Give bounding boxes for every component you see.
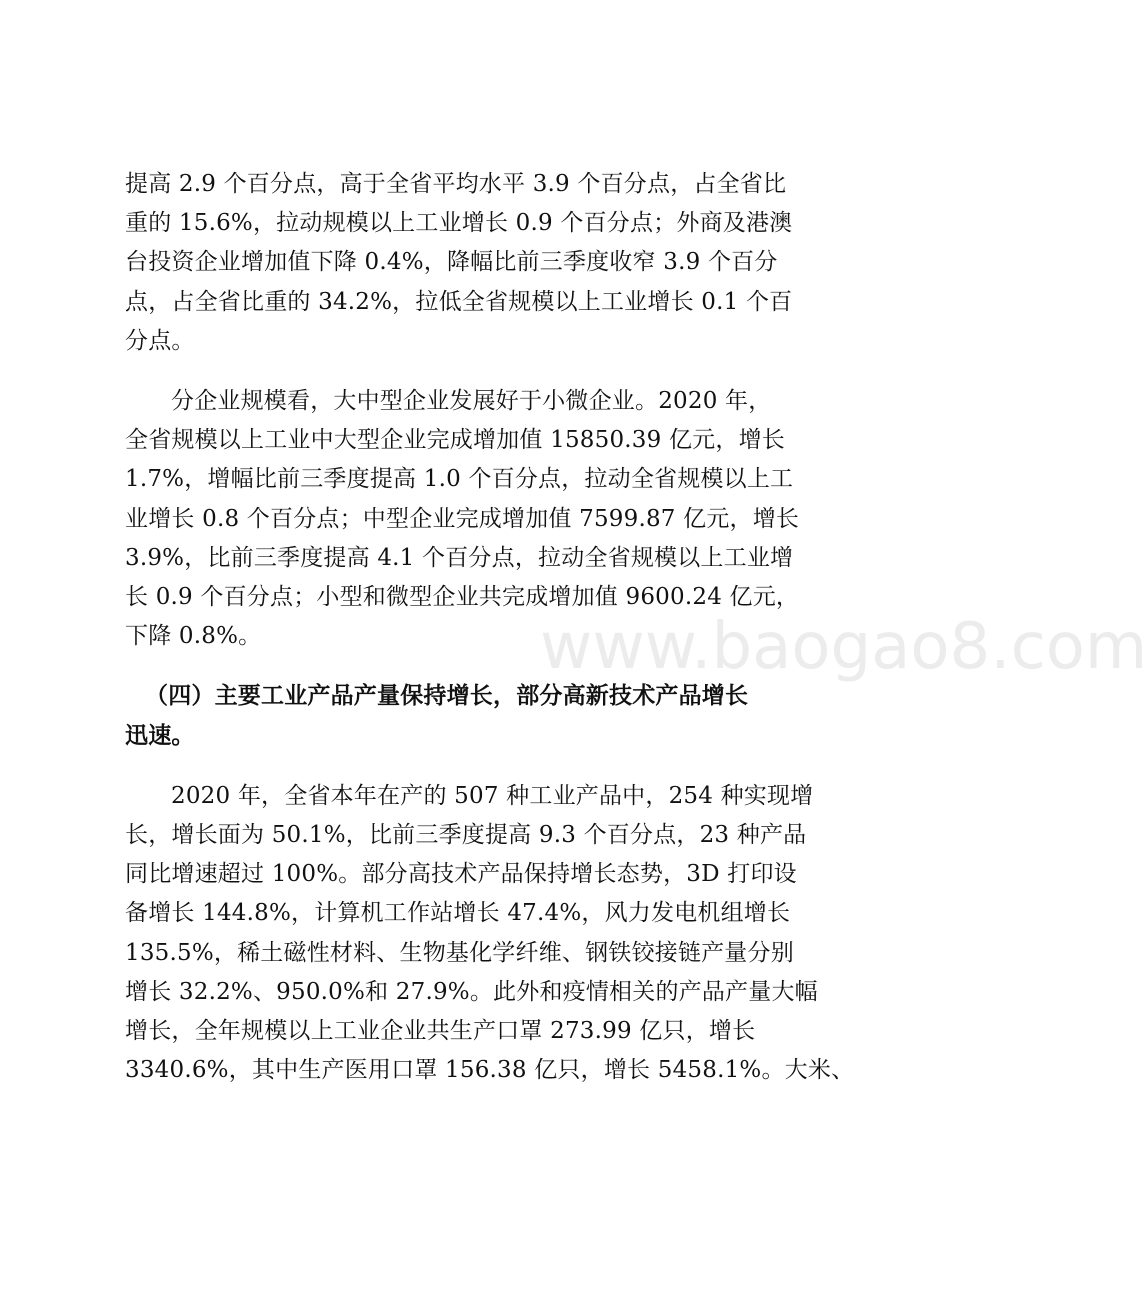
- paragraph-3: [125, 777, 855, 1091]
- text-line: 135.5%，稀土磁性材料、生物基化学纤维、钢铁铰接链产量分别: [125, 939, 794, 966]
- paragraph-1: [125, 165, 805, 361]
- text-line: 下降 0.8%。: [125, 623, 262, 650]
- text-line: 长 0.9 个百分点；小型和微型企业共完成增加值 9600.24 亿元，: [125, 584, 800, 611]
- text-line: 增长，全年规模以上工业企业共生产口罩 273.99 亿只，增长: [125, 1018, 756, 1045]
- text-line: 分点。: [125, 327, 195, 354]
- text-line: 3.9%，比前三季度提高 4.1 个百分点，拉动全省规模以上工业增: [125, 544, 794, 571]
- text-line: 1.7%，增幅比前三季度提高 1.0 个百分点，拉动全省规模以上工: [125, 466, 794, 493]
- text-line: 业增长 0.8 个百分点；中型企业完成增加值 7599.87 亿元，增长: [125, 505, 800, 532]
- section-heading-line: （四）主要工业产品产量保持增长，部分高新技术产品增长: [145, 683, 749, 710]
- text-line: 备增长 144.8%，计算机工作站增长 47.4%，风力发电机组增长: [125, 900, 791, 927]
- section-heading-line: 迅速。: [125, 722, 195, 749]
- text-line: 长，增长面为 50.1%，比前三季度提高 9.3 个百分点，23 种产品: [125, 822, 807, 849]
- text-line: 3340.6%，其中生产医用口罩 156.38 亿只，增长 5458.1%。大米、: [125, 1057, 855, 1084]
- text-line: 同比增速超过 100%。部分高技术产品保持增长态势，3D 打印设: [125, 861, 797, 888]
- section-heading: [125, 677, 805, 755]
- text-line: 全省规模以上工业中大型企业完成增加值 15850.39 亿元，增长: [125, 427, 785, 454]
- paragraph-2: [125, 382, 805, 656]
- text-line: 提高 2.9 个百分点，高于全省平均水平 3.9 个百分点，占全省比: [125, 171, 787, 197]
- text-line: 增长 32.2%、950.0%和 27.9%。此外和疫情相关的产品产量大幅: [125, 978, 818, 1005]
- text-line: 点，占全省比重的 34.2%，拉低全省规模以上工业增长 0.1 个百: [125, 288, 793, 315]
- text-line: 分企业规模看，大中型企业发展好于小微企业。2020 年，: [171, 388, 772, 415]
- text-line: 台投资企业增加值下降 0.4%，降幅比前三季度收窄 3.9 个百分: [125, 249, 778, 276]
- text-line: 2020 年，全省本年在产的 507 种工业产品中，254 种实现增: [171, 782, 814, 809]
- text-line: 重的 15.6%，拉动规模以上工业增长 0.9 个百分点；外商及港澳: [125, 210, 793, 237]
- watermark: www.baogao8.com: [540, 610, 1147, 684]
